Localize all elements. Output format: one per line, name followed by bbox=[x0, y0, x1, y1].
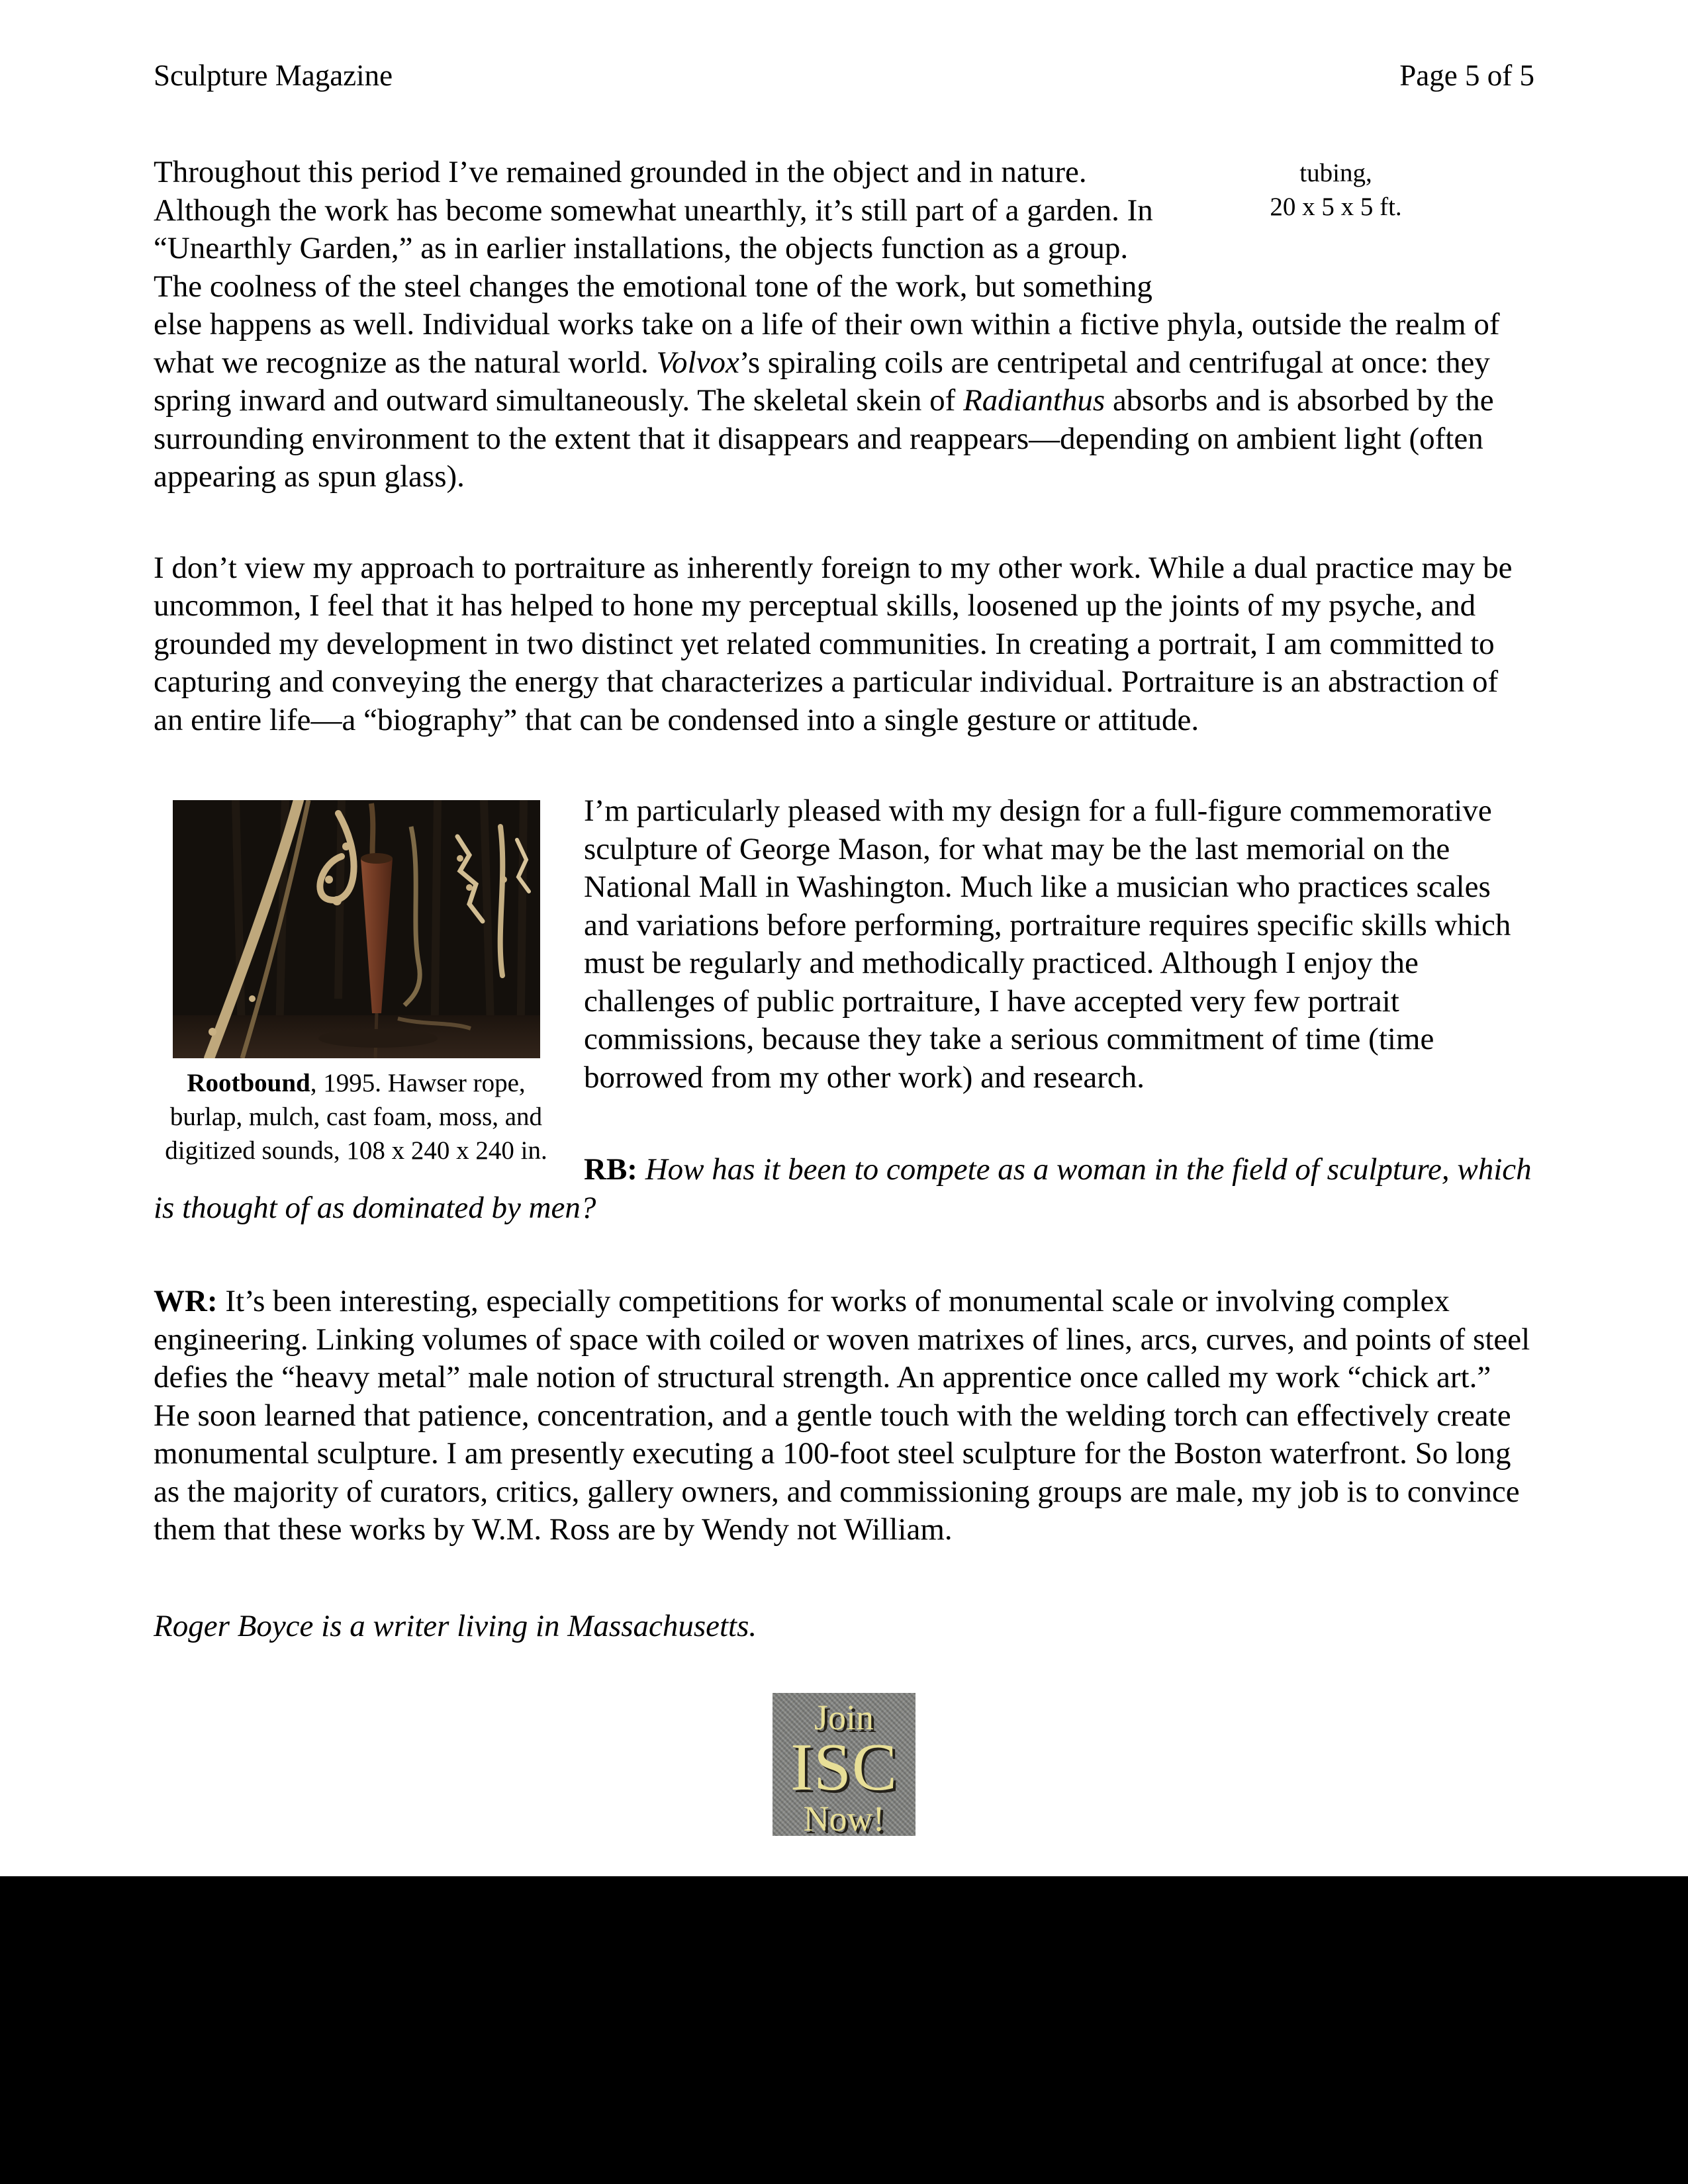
paragraph-george-mason: I’m particularly pleased with my design for a full-figure commemorative sculpture of George Mason, for what may be the last memorial on the National Mall in Washington. Much like a musician who practices scales and variations before performing, portraiture requires specific skills which must be regularly and methodically practiced. Although I enjoy the challenges of public portraiture, I have accepted very few portrait commissions, because they take a serious commitment of time (time borrowed from my other work) and research. bbox=[584, 794, 1511, 1095]
page-header bbox=[154, 58, 1534, 93]
caption-line-dimensions: 20 x 5 x 5 ft. bbox=[1270, 193, 1402, 221]
join-isc-now-button[interactable] bbox=[773, 1693, 915, 1836]
badge-line-join: Join bbox=[814, 1697, 874, 1737]
interviewee-answer: WR: It’s been interesting, especially competitions for works of monumental scale or involving complex engineering. Linking volumes of space with coiled or woven matrixes of lines, arcs, curves, and points of steel defies the “heavy metal” male notion of structural strength. An apprentice once called my work “chick art.” He soon learned that patience, concentration, and a gentle touch with the welding torch can effectively create monumental sculpture. I am presently executing a 100-foot steel sculpture for the Boston waterfront. So long as the majority of curators, critics, gallery owners, and commissioning groups are male, my job is to convince them that these works by W.M. Ross are by Wendy not William. bbox=[154, 1284, 1530, 1547]
caption-line-tubing: tubing, bbox=[1299, 159, 1372, 187]
author-byline: Roger Boyce is a writer living in Massachusetts. bbox=[154, 1608, 757, 1643]
media-block bbox=[154, 792, 1534, 1227]
rootbound-photo bbox=[173, 800, 540, 1058]
magazine-title: Sculpture Magazine bbox=[154, 59, 393, 92]
artwork-caption-continuation bbox=[1203, 156, 1468, 270]
paragraph-text: Throughout this period I’ve remained grounded in the object and in nature. Although the work has become somewhat unearthly, it’s still part of a garden. In “Unearthly Garden,” as in earlier installations, the objects function as a group. The coolness of the steel changes the emotional tone of the work, but something else happens as well. Individual works take on a life of their own within a fictive phyla, outside the realm of what we recognize as the natural world. Volvox’s spiraling coils are centripetal and centrifugal at once: they spring inward and outward simultaneously. The skeletal skein of Radianthus absorbs and is absorbed by the surrounding environment to the extent that it disappears and reappears—depending on ambient light (often appearing as spun glass). bbox=[154, 155, 1500, 494]
rootbound-caption: Rootbound, 1995. Hawser rope, burlap, mulch, cast foam, moss, and digitized sounds, 108 x 240 x 240 in. bbox=[165, 1069, 547, 1165]
paragraph-portraiture: I don’t view my approach to portraiture as inherently foreign to my other work. While a dual practice may be uncommon, I feel that it has helped to hone my perceptual skills, loosened up the joints of my psyche, and grounded my development in two distinct yet related communities. In creating a portrait, I am committed to capturing and conveying the energy that characterizes a particular individual. Portraiture is an abstraction of an entire life—a “biography” that can be condensed into a single gesture or attitude. bbox=[154, 550, 1513, 737]
badge-line-now: Now! bbox=[803, 1798, 885, 1836]
page-number: Page 5 of 5 bbox=[1399, 59, 1534, 92]
paragraph-unearthly-garden bbox=[154, 154, 1534, 496]
interviewer-question: RB: How has it been to compete as a woman in the field of sculpture, which is thought of as dominated by men? bbox=[154, 1152, 1532, 1225]
badge-line-isc: ISC bbox=[790, 1729, 898, 1805]
rootbound-figure bbox=[160, 800, 552, 1167]
bottom-black-bar bbox=[0, 1876, 1688, 2184]
